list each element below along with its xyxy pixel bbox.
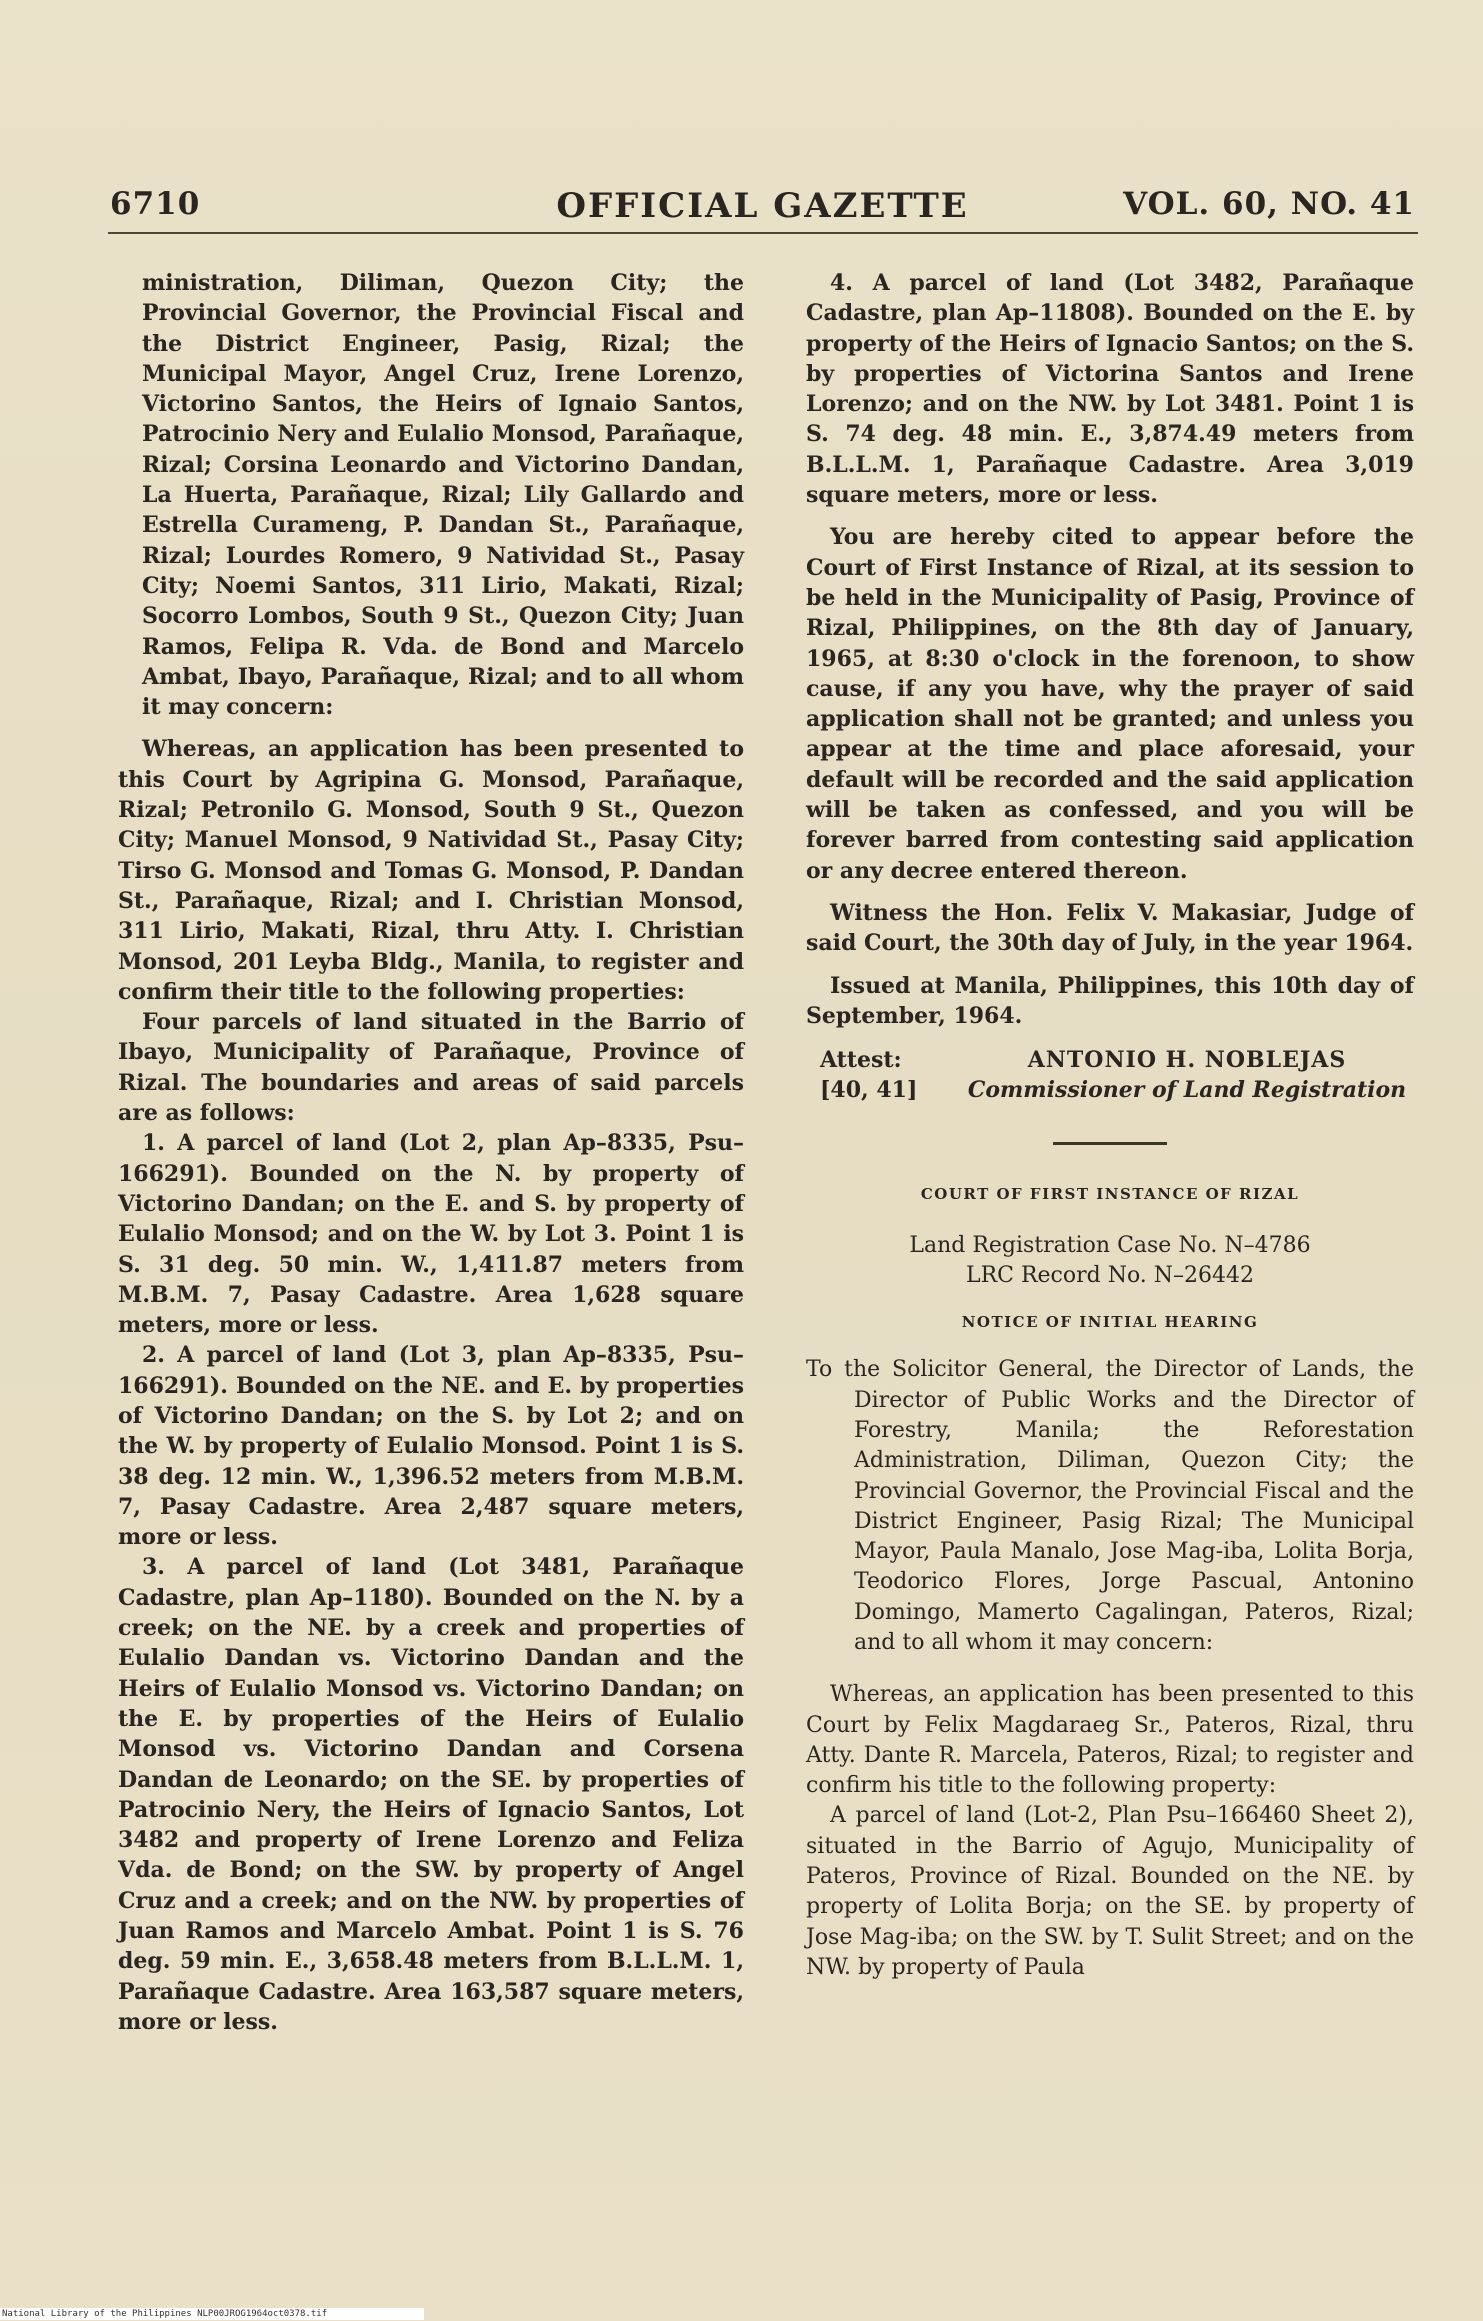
parcel-4: 4. A parcel of land (Lot 3482, Parañaque Cadastre, plan Ap–11808). Bounded on the E. by property of the Heirs of Ignacio Santos; on the S. by properties of Victorina Santos and Irene Lorenzo; and on the NW. by Lot 3481. Point 1 is S. 74 deg. 48 min. E., 3,874.49 meters from B.L.L.M. 1, Parañaque Cadastre. Area 3,019 square meters, more or less. [806, 270, 1414, 509]
whereas-paragraph: Whereas, an application has been presented to this Court by Agripina G. Monsod, Parañaque, Rizal; Petronilo G. Monsod, South 9 St., Quezon City; Manuel Monsod, 9 Natividad St., Pasay City; Tirso G. Monsod and Tomas G. Monsod, P. Dandan St., Parañaque, Rizal; and I. Christian Monsod, 311 Lirio, Makati, Rizal, thru Atty. I. Christian Monsod, 201 Leyba Bldg., Manila, to register and confirm their title to the following properties: [118, 736, 744, 1005]
attest-block [806, 1045, 1414, 1106]
notice-heading: NOTICE OF INITIAL HEARING [961, 1313, 1259, 1332]
court-heading: COURT OF FIRST INSTANCE OF RIZAL [920, 1184, 1300, 1203]
parcel-2: 2. A parcel of land (Lot 3, plan Ap–8335, Psu–166291). Bounded on the NE. and E. by properties of Victorino Dandan; on the S. by Lot 2; and on the W. by property of Eulalio Monsod. Point 1 is S. 38 deg. 12 min. W., 1,396.52 meters from M.B.M. 7, Pasay Cadastre. Area 2,487 square meters, more or less. [118, 1342, 744, 1551]
notice-whereas: Whereas, an application has been presented to this Court by Felix Magdaraeg Sr., Pateros, Rizal, thru Atty. Dante R. Marcela, Pateros, Rizal; to register and confirm his title to the following property: [806, 1682, 1414, 1799]
page-number: 6710 [110, 186, 201, 222]
witness-paragraph: Witness the Hon. Felix V. Makasiar, Judge of said Court, the 30th day of July, in the year 1964. [806, 899, 1414, 957]
notice-parcel: A parcel of land (Lot-2, Plan Psu–166460 Sheet 2), situated in the Barrio of Agujo, Municipality of Pateros, Province of Rizal. Bounded on the NE. by property of Lolita Borja; on the SE. by property of Jose Mag-iba; on the SW. by T. Sulit Street; and on the NW. by property of Paula [806, 1803, 1414, 1980]
header-rule [108, 232, 1418, 234]
parcel-3: 3. A parcel of land (Lot 3481, Parañaque Cadastre, plan Ap–1180). Bounded on the N. by a creek; on the NE. by a creek and properties of Eulalio Dandan vs. Victorino Dandan and the Heirs of Eulalio Monsod vs. Victorino Dandan; on the E. by properties of the Heirs of Eulalio Monsod vs. Victorino Dandan and Corsena Dandan de Leonardo; on the SE. by properties of Patrocinio Nery, the Heirs of Ignacio Santos, Lot 3482 and property of Irene Lorenzo and Feliza Vda. de Bond; on the SW. by property of Angel Cruz and a creek; and on the NW. by properties of Juan Ramos and Marcelo Ambat. Point 1 is S. 76 deg. 59 min. E., 3,658.48 meters from B.L.L.M. 1, Parañaque Cadastre. Area 163,587 square meters, more or less. [118, 1554, 744, 2035]
attest-label: Attest: [820, 1047, 902, 1074]
parcels-intro: Four parcels of land situated in the Barrio of Ibayo, Municipality of Parañaque, Province of Rizal. The boundaries and areas of said parcels are as follows: [118, 1009, 744, 1127]
case-number: Land Registration Case No. N–4786 [909, 1233, 1311, 1259]
record-number: LRC Record No. N–26442 [965, 1263, 1255, 1289]
page-header [110, 186, 1415, 236]
section-divider [1053, 1142, 1167, 1145]
attest-reference: [40, 41] [820, 1077, 918, 1104]
notice-recipients: To the Solicitor General, the Director of Lands, the Director of Public Works and the Director of Forestry, Manila; the Reforestation Administration, Diliman, Quezon City; the Provincial Governor, the Provincial Fiscal and the District Engineer, Pasig Rizal; The Municipal Mayor, Paula Manalo, Jose Mag-iba, Lolita Borja, Teodorico Flores, Jorge Pascual, Antonino Domingo, Mamerto Cagalingan, Pateros, Rizal; and to all whom it may concern: [806, 1357, 1414, 1655]
publication-title: OFFICIAL GAZETTE [556, 186, 969, 226]
issued-paragraph: Issued at Manila, Philippines, this 10th day of September, 1964. [806, 972, 1414, 1029]
citation-paragraph: You are hereby cited to appear before the Court of First Instance of Rizal, at its session to be held in the Municipality of Pasig, Province of Rizal, Philippines, on the 8th day of January, 1965, at 8:30 o'clock in the forenoon, to show cause, if any you have, why the prayer of said application shall not be granted; and unless you appear at the time and place aforesaid, your default will be recorded and the said application will be taken as confessed, and you will be forever barred from contesting said application or any decree entered thereon. [806, 524, 1414, 884]
left-column [118, 268, 744, 2037]
parcel-1: 1. A parcel of land (Lot 2, plan Ap–8335, Psu–166291). Bounded on the N. by property of Victorino Dandan; on the E. and S. by property of Eulalio Monsod; and on the W. by Lot 3. Point 1 is S. 31 deg. 50 min. W., 1,411.87 meters from M.B.M. 7, Pasay Cadastre. Area 1,628 square meters, more or less. [118, 1130, 744, 1339]
case-numbers [806, 1231, 1414, 1291]
volume-number: VOL. 60, NO. 41 [1123, 186, 1415, 222]
scan-footer: National Library of the Philippines NLP00JROG1964oct0378.tif [0, 2308, 424, 2320]
right-column [806, 268, 1414, 1983]
signer-name: ANTONIO H. NOBLEJAS [1027, 1047, 1347, 1074]
signer-title: Commissioner of Land Registration [967, 1077, 1407, 1104]
recipients-continued: ministration, Diliman, Quezon City; the Provincial Governor, the Provincial Fiscal and the District Engineer, Pasig, Rizal; the Municipal Mayor, Angel Cruz, Irene Lorenzo, Victorino Santos, the Heirs of Ignaio Santos, Patrocinio Nery and Eulalio Monsod, Parañaque, Rizal; Corsina Leonardo and Victorino Dandan, La Huerta, Parañaque, Rizal; Lily Gallardo and Estrella Curameng, P. Dandan St., Parañaque, Rizal; Lourdes Romero, 9 Natividad St., Pasay City; Noemi Santos, 311 Lirio, Makati, Rizal; Socorro Lombos, South 9 St., Quezon City; Juan Ramos, Felipa R. Vda. de Bond and Marcelo Ambat, Ibayo, Parañaque, Rizal; and to all whom it may concern: [142, 270, 744, 721]
